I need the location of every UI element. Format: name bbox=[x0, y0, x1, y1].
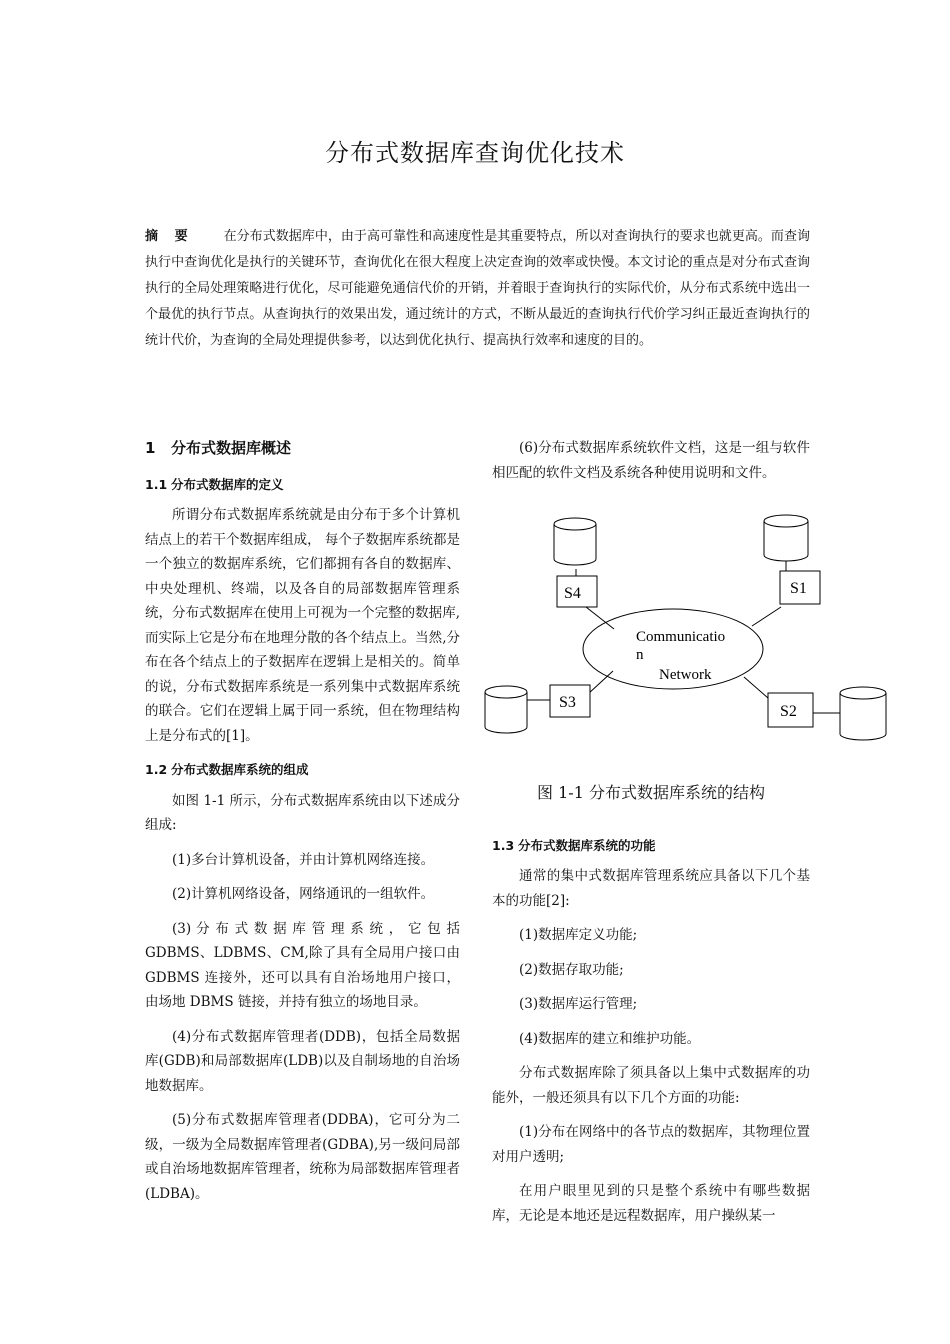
section-number: 1 bbox=[145, 439, 156, 457]
function-intro: 通常的集中式数据库管理系统应具备以下几个基本的功能[2]: bbox=[492, 868, 810, 909]
node-label-s2: S2 bbox=[780, 703, 797, 720]
definition-paragraph: 所谓分布式数据库系统就是由分布于多个计算机结点上的若干个数据库组成， 每个子数据库系统都是一个独立的数据库系统，它们都拥有各自的数据库、中央处理机、终端，以及各自的局部数据库管理系统，分布式数据库在使用上可视为一个完整的数据库,而实际上它是分布在地理分散的各个结点上。当然,分布在各个结点上的子数据库在逻辑上是相关的。简单的说，分布式数据库系统是一系列集中式数据库系统的联合。它们在逻辑上属于同一系统，但在物理结构上是分布式的[1]。 bbox=[145, 507, 460, 744]
section-number: 1.2 bbox=[145, 762, 168, 777]
list-item: (4)分布式数据库管理者(DDB)，包括全局数据库(GDB)和局部数据库(LDB)以及自制场地的自治场地数据库。 bbox=[145, 1028, 460, 1094]
list-item: (3) 分 布 式 数 据 库 管 理 系 统 ， 它 包 括 GDBMS、LDBMS、CM,除了具有全局用户接口由 GDBMS 连接外，还可以具有自治场地用户接口，由场地 DBMS 链接，并持有独立的场地目录。 bbox=[145, 920, 460, 1010]
list-item: (6)分布式数据库系统软件文档，这是一组与软件相匹配的软件文档及系统各种使用说明和文件。 bbox=[492, 440, 810, 481]
section-1-1-heading bbox=[145, 473, 460, 498]
network-diagram-svg bbox=[478, 509, 908, 779]
database-icon bbox=[764, 515, 808, 561]
list-item: (1)多台计算机设备，并由计算机网络连接。 bbox=[172, 851, 435, 868]
node-label-s1: S1 bbox=[790, 580, 807, 597]
link-line bbox=[588, 671, 613, 694]
abstract-text: 在分布式数据库中，由于高可靠性和高速度性是其重要特点，所以对查询执行的要求也就更高。而查询执行中查询优化是执行的关键环节，查询优化在很大程度上决定查询的效率或快慢。本文讨论的重点是对分布式查询执行的全局处理策略进行优化，尽可能避免通信代价的开销，并着眼于查询执行的实际代价，从分布式系统中选出一个最优的执行节点。从查询执行的效果出发，通过统计的方式，不断从最近的查询执行代价学习纠正最近查询执行的统计代价，为查询的全局处理提供参考，以达到优化执行、提高执行效率和速度的目的。 bbox=[145, 229, 810, 348]
list-item: (3)数据库运行管理; bbox=[519, 996, 638, 1012]
link-line bbox=[752, 607, 781, 626]
right-column bbox=[492, 436, 810, 1238]
section-title: 分布式数据库系统的功能 bbox=[518, 837, 656, 853]
database-icon bbox=[840, 687, 886, 740]
link-line bbox=[744, 677, 768, 698]
function-paragraph: 在用户眼里见到的只是整个系统中有哪些数据库，无论是本地还是远程数据库，用户操纵某一 bbox=[492, 1183, 810, 1224]
network-label-line3: Network bbox=[659, 667, 712, 683]
function-paragraph: 分布式数据库除了须具备以上集中式数据库的功能外，一般还须具有以下几个方面的功能: bbox=[492, 1065, 810, 1106]
node-label-s4: S4 bbox=[564, 585, 581, 602]
database-icon bbox=[554, 518, 596, 565]
node-label-s3: S3 bbox=[559, 694, 576, 711]
abstract bbox=[145, 224, 810, 354]
section-1-3-heading bbox=[492, 834, 810, 859]
list-item: (4)数据库的建立和维护功能。 bbox=[519, 1030, 701, 1047]
composition-intro: 如图 1-1 所示，分布式数据库系统由以下述成分组成: bbox=[145, 792, 460, 833]
paper-title: 分布式数据库查询优化技术 bbox=[325, 139, 625, 167]
section-number: 1.1 bbox=[145, 476, 168, 492]
list-item: (2)计算机网络设备，网络通讯的一组软件。 bbox=[172, 886, 435, 902]
section-title: 分布式数据库的定义 bbox=[171, 476, 284, 492]
section-1-heading bbox=[145, 436, 460, 461]
list-item: (5)分布式数据库管理者(DDBA)，它可分为二级，一级为全局数据库管理者(GDBA),另一级问局部或自治场地数据库管理者，统称为局部数据库管理者(LDBA)。 bbox=[145, 1112, 460, 1202]
figure-caption: 图 1-1 分布式数据库系统的结构 bbox=[537, 783, 765, 802]
list-item: (1)分布在网络中的各节点的数据库，其物理位置对用户透明; bbox=[492, 1124, 810, 1165]
list-item: (1)数据库定义功能; bbox=[519, 927, 638, 943]
section-1-2-heading bbox=[145, 758, 460, 783]
network-diagram bbox=[478, 509, 908, 779]
left-column bbox=[145, 436, 460, 1216]
list-item: (2)数据存取功能; bbox=[519, 961, 624, 978]
network-label-line1: Communicatio bbox=[636, 629, 726, 645]
section-title: 分布式数据库概述 bbox=[171, 439, 292, 457]
abstract-label: 摘 要 bbox=[145, 229, 194, 244]
section-title: 分布式数据库系统的组成 bbox=[171, 762, 309, 777]
database-icon bbox=[485, 686, 527, 733]
section-number: 1.3 bbox=[492, 837, 515, 853]
network-label-line2: n bbox=[636, 647, 644, 663]
